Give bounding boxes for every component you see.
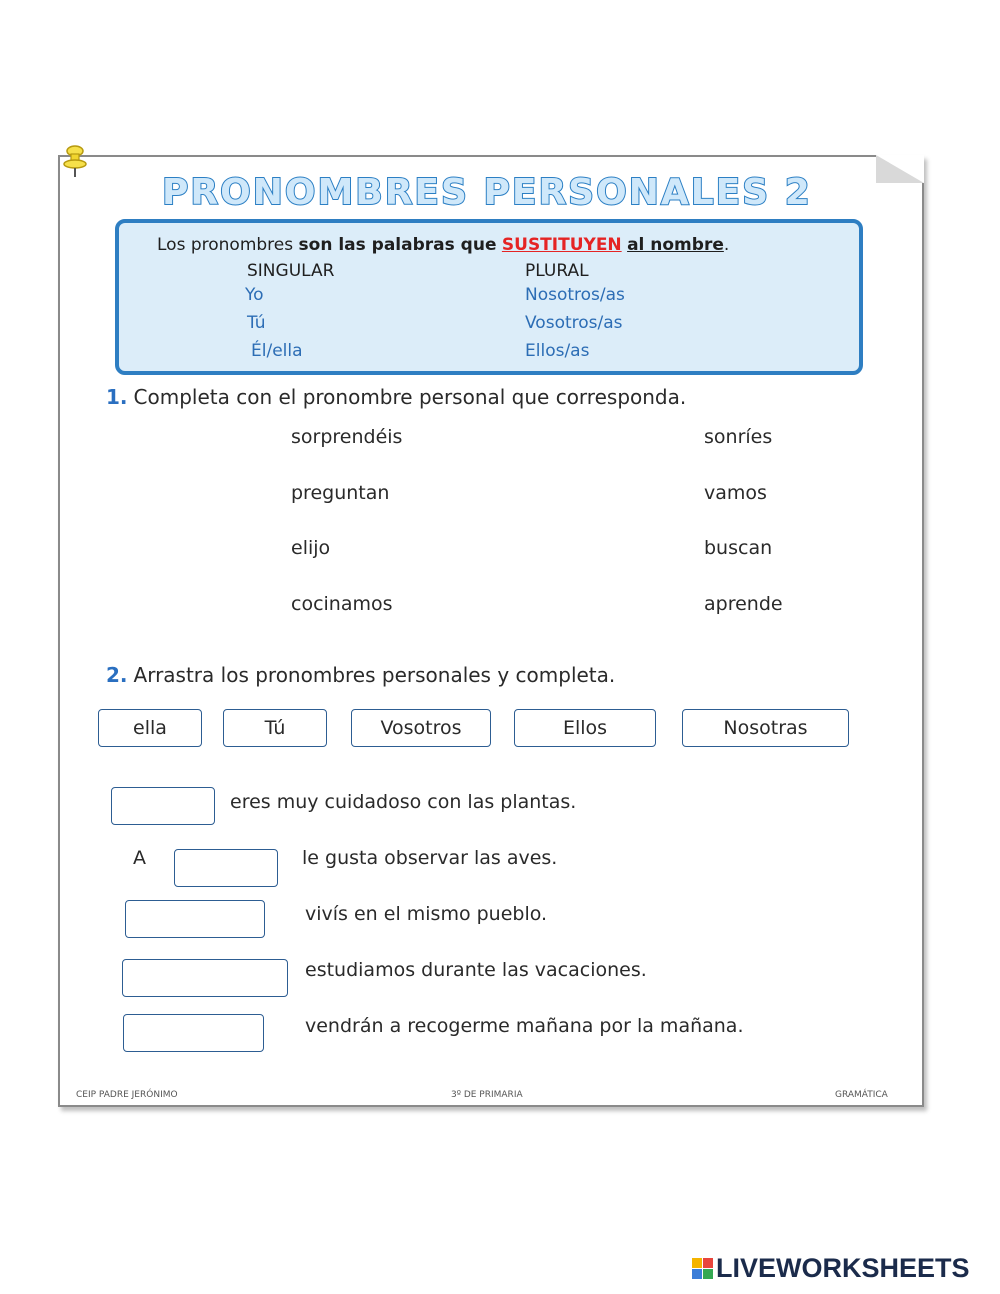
plural-pronoun: Vosotros/as <box>525 313 623 333</box>
exercise2-instruction: 2. Arrastra los pronombres personales y completa. <box>106 663 616 687</box>
sentence-text: eres muy cuidadoso con las plantas. <box>230 791 577 813</box>
plural-pronoun: Ellos/as <box>525 341 590 361</box>
singular-pronoun: Yo <box>245 285 264 305</box>
singular-pronoun: Tú <box>247 313 266 333</box>
verb-item: sorprendéis <box>291 426 403 448</box>
sentence-prefix: A <box>133 847 146 869</box>
draggable-pronoun-chip[interactable]: Ellos <box>514 709 656 747</box>
verb-item: vamos <box>704 482 767 504</box>
verb-item: aprende <box>704 593 783 615</box>
sentence-text: vivís en el mismo pueblo. <box>305 903 548 925</box>
sentence-text: le gusta observar las aves. <box>302 847 558 869</box>
footer-school: CEIP PADRE JERÓNIMO <box>76 1090 178 1100</box>
sentence-text: vendrán a recogerme mañana por la mañana. <box>305 1015 744 1037</box>
drop-target-box[interactable] <box>174 849 278 887</box>
verb-item: cocinamos <box>291 593 393 615</box>
exercise1-instruction: 1. Completa con el pronombre personal que corresponda. <box>106 385 687 409</box>
liveworksheets-logo-icon <box>692 1258 713 1279</box>
verb-item: buscan <box>704 537 773 559</box>
info-box <box>115 219 863 375</box>
drop-target-box[interactable] <box>123 1014 264 1052</box>
page-fold-corner <box>876 155 924 183</box>
singular-heading: SINGULAR <box>247 261 335 281</box>
footer-grade: 3º DE PRIMARIA <box>451 1090 523 1100</box>
definition-line: Los pronombres son las palabras que SUSTITUYEN al nombre. <box>157 235 730 255</box>
drop-target-box[interactable] <box>122 959 288 997</box>
verb-item: sonríes <box>704 426 773 448</box>
singular-pronoun: Él/ella <box>251 341 303 361</box>
drop-target-box[interactable] <box>111 787 215 825</box>
plural-heading: PLURAL <box>525 261 589 281</box>
verb-item: preguntan <box>291 482 390 504</box>
footer-subject: GRAMÁTICA <box>835 1090 888 1100</box>
draggable-pronoun-chip[interactable]: ella <box>98 709 202 747</box>
pushpin-icon <box>62 144 88 178</box>
drop-target-box[interactable] <box>125 900 265 938</box>
plural-pronoun: Nosotros/as <box>525 285 625 305</box>
draggable-pronoun-chip[interactable]: Tú <box>223 709 327 747</box>
verb-item: elijo <box>291 537 331 559</box>
liveworksheets-logo <box>692 1253 970 1284</box>
sentence-text: estudiamos durante las vacaciones. <box>305 959 647 981</box>
draggable-pronoun-chip[interactable]: Vosotros <box>351 709 491 747</box>
draggable-pronoun-chip[interactable]: Nosotras <box>682 709 849 747</box>
brand-name: LIVEWORKSHEETS <box>716 1253 970 1283</box>
